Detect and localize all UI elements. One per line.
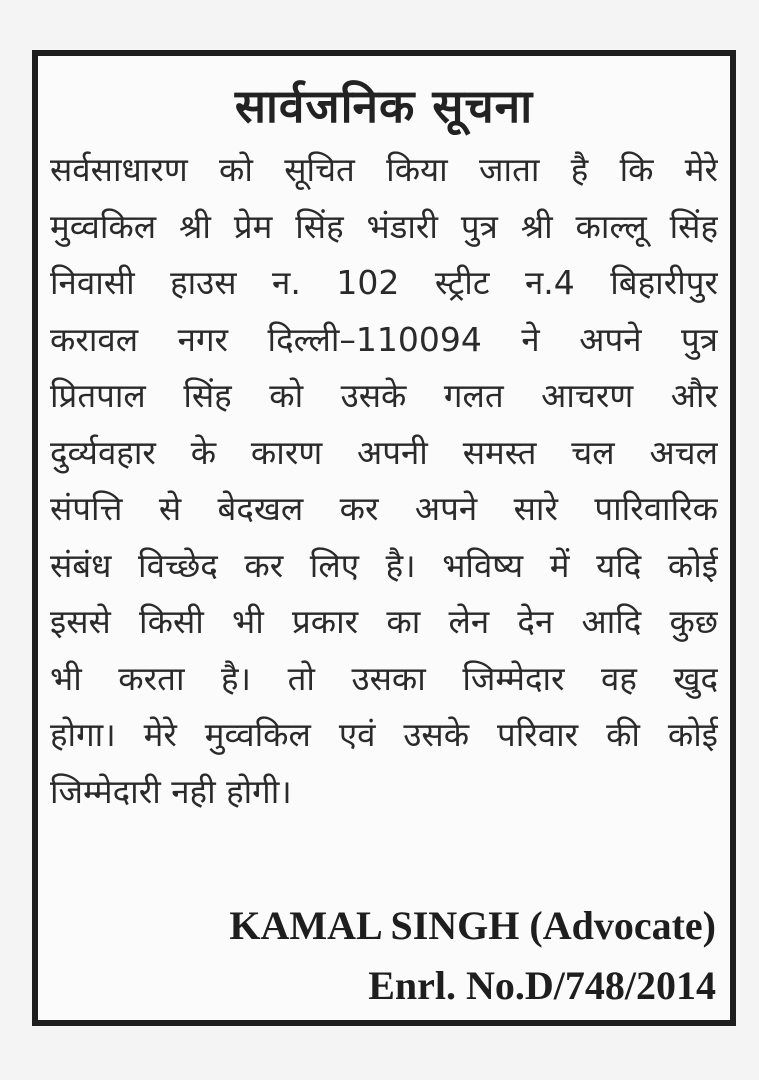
notice-line: होगा। मेरे मुव्वकिल एवं उसके परिवार की कोई xyxy=(50,715,718,754)
notice-title: सार्वजनिक सूचना xyxy=(234,79,534,133)
notice-line: प्रितपाल सिंह को उसके गलत आचरण और xyxy=(50,376,718,415)
notice-line: भी करता है। तो उसका जिम्मेदार वह खुद xyxy=(50,658,718,698)
notice-body xyxy=(50,142,718,820)
public-notice-box xyxy=(32,50,736,1026)
notice-line: संपत्ति से बेदखल कर अपने सारे पारिवारिक xyxy=(50,489,718,528)
notice-line: संबंध विच्छेद कर लिए है। भविष्य में यदि कोई xyxy=(50,545,718,585)
enrollment-number: Enrl. No.D/748/2014 xyxy=(368,963,716,1008)
notice-line: जिम्मेदारी नही होगी। xyxy=(50,771,292,811)
notice-line: निवासी हाउस न. 102 स्ट्रीट न.4 बिहारीपुर xyxy=(50,263,718,302)
advocate-signature-name: KAMAL SINGH (Advocate) xyxy=(229,903,716,948)
notice-line: दुर्व्यवहार के कारण अपनी समस्त चल अचल xyxy=(50,432,718,472)
notice-line: करावल नगर दिल्ली–110094 ने अपने पुत्र xyxy=(50,319,718,359)
notice-line: मुव्वकिल श्री प्रेम सिंह भंडारी पुत्र श्री काल्लू सिंह xyxy=(50,206,718,246)
notice-line: इससे किसी भी प्रकार का लेन देन आदि कुछ xyxy=(50,602,718,641)
notice-line: सर्वसाधारण को सूचित किया जाता है कि मेरे xyxy=(50,150,718,189)
